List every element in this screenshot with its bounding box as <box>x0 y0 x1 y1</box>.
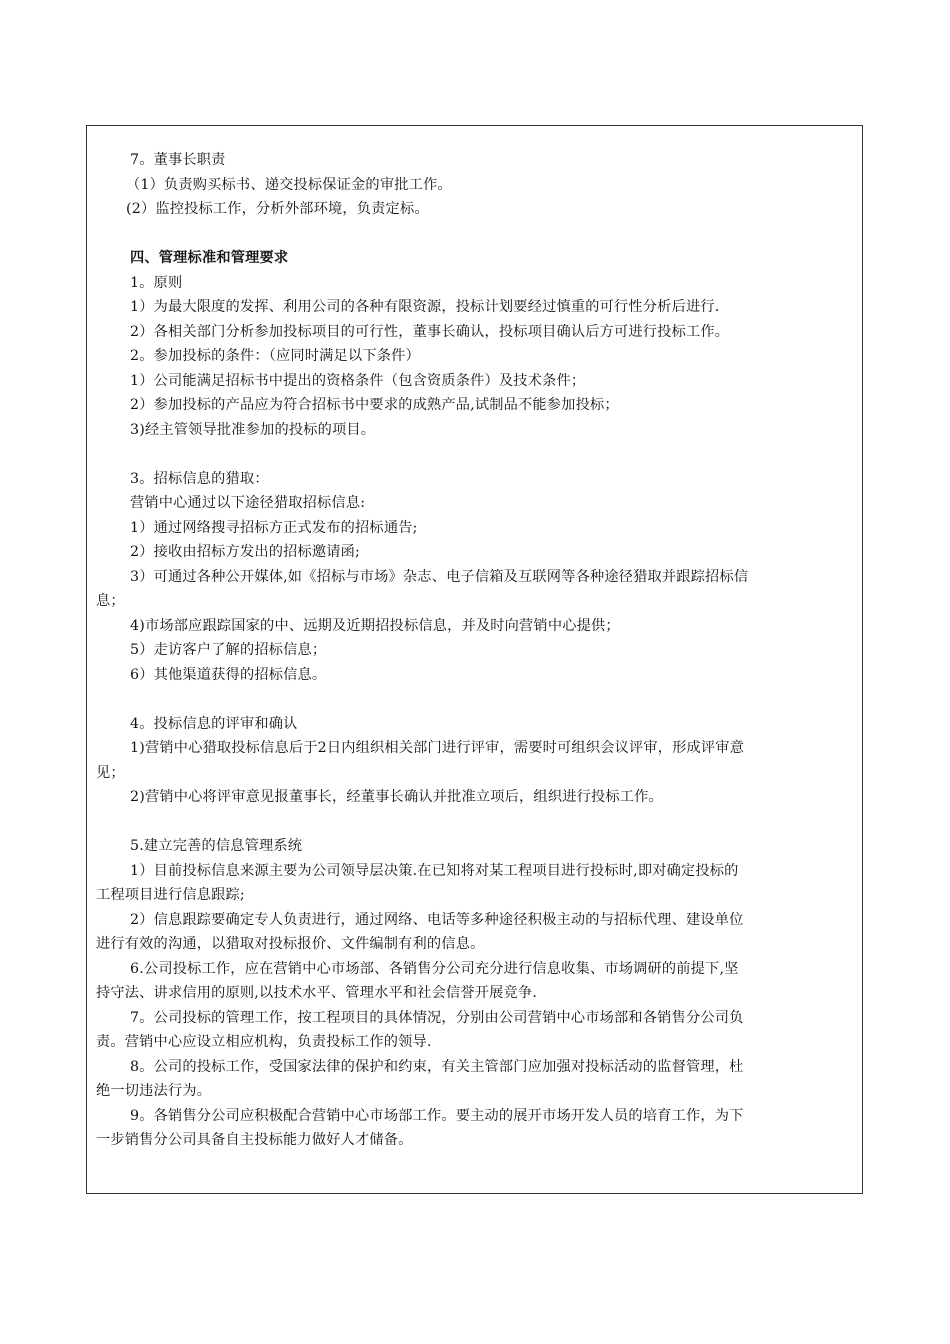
list-item: 3）可通过各种公开媒体,如《招标与市场》杂志、电子信箱及互联网等各种途径猎取并跟踪招标信 <box>130 568 749 585</box>
list-item-continuation: 见； <box>96 764 125 781</box>
list-item: 1）公司能满足招标书中提出的资格条件（包含资质条件）及技术条件； <box>130 372 586 389</box>
section-title: 2。参加投标的条件：（应同时满足以下条件） <box>130 348 420 364</box>
paragraph-line: 工程项目进行信息跟踪; <box>96 887 245 903</box>
list-item: 2）参加投标的产品应为符合招标书中要求的成熟产品,试制品不能参加投标； <box>130 397 619 413</box>
list-item: 1）通过网络搜寻招标方正式发布的招标通告; <box>130 519 418 536</box>
section-title: 5.建立完善的信息管理系统 <box>130 838 303 854</box>
paragraph-line: 2）信息跟踪要确定专人负责进行，通过网络、电话等多种途径积极主动的与招标代理、建设单位 <box>130 911 744 928</box>
paragraph-line: 8。公司的投标工作，受国家法律的保护和约束，有关主管部门应加强对投标活动的监督管理，杜 <box>130 1058 744 1075</box>
list-item: 5）走访客户了解的招标信息； <box>130 642 327 658</box>
paragraph-line: 责。营销中心应设立相应机构，负责投标工作的领导. <box>96 1034 432 1050</box>
section-title: 3。招标信息的猎取： <box>130 470 269 487</box>
paragraph-line: 持守法、讲求信用的原则,以技术水平、管理水平和社会信誉开展竞争. <box>96 985 538 1001</box>
paragraph-line: 9。各销售分公司应积极配合营销中心市场部工作。要主动的展开市场开发人员的培育工作，为下 <box>130 1107 744 1124</box>
paragraph-line: 进行有效的沟通，以猎取对投标报价、文件编制有利的信息。 <box>96 936 485 952</box>
paragraph-line: 6.公司投标工作，应在营销中心市场部、各销售分公司充分进行信息收集、市场调研的前提下,坚 <box>130 960 739 977</box>
section-heading: 四、管理标准和管理要求 <box>130 250 289 266</box>
section-title: 7。董事长职责 <box>130 152 226 168</box>
list-item: 3)经主管领导批准参加的投标的项目。 <box>130 421 376 438</box>
document-body <box>96 148 856 1153</box>
paragraph-line: 7。公司投标的管理工作，按工程项目的具体情况，分别由公司营销中心市场部和各销售分公司负 <box>130 1009 744 1026</box>
section-title: 4。投标信息的评审和确认 <box>130 715 298 732</box>
list-item: 1）为最大限度的发挥、利用公司的各种有限资源，投标计划要经过慎重的可行性分析后进行. <box>130 299 720 315</box>
list-item: 2）各相关部门分析参加投标项目的可行性，董事长确认，投标项目确认后方可进行投标工作。 <box>130 323 730 340</box>
paragraph-line: 绝一切违法行为。 <box>96 1083 212 1099</box>
list-item: 6）其他渠道获得的招标信息。 <box>130 666 327 683</box>
list-item: 2）接收由招标方发出的招标邀请函; <box>130 544 361 560</box>
list-item: 1)营销中心猎取投标信息后于2日内组织相关部门进行评审，需要时可组织会议评审，形成评审意 <box>130 740 745 756</box>
paragraph-line: 一步销售分公司具备自主投标能力做好人才储备。 <box>96 1132 413 1148</box>
list-item-continuation: 息； <box>96 593 125 609</box>
list-item: （1）负责购买标书、递交投标保证金的审批工作。 <box>126 176 452 193</box>
list-item: (2）监控投标工作，分析外部环境，负责定标。 <box>126 201 429 217</box>
paragraph: 营销中心通过以下途径猎取招标信息: <box>130 495 366 511</box>
list-item: 4)市场部应跟踪国家的中、远期及近期招投标信息，并及时向营销中心提供； <box>130 617 620 634</box>
list-item: 2)营销中心将评审意见报董事长，经董事长确认并批准立项后，组织进行投标工作。 <box>130 789 663 805</box>
section-title: 1。原则 <box>130 274 183 291</box>
paragraph-line: 1）目前投标信息来源主要为公司领导层决策.在已知将对某工程项目进行投标时,即对确定投标的 <box>130 862 739 879</box>
